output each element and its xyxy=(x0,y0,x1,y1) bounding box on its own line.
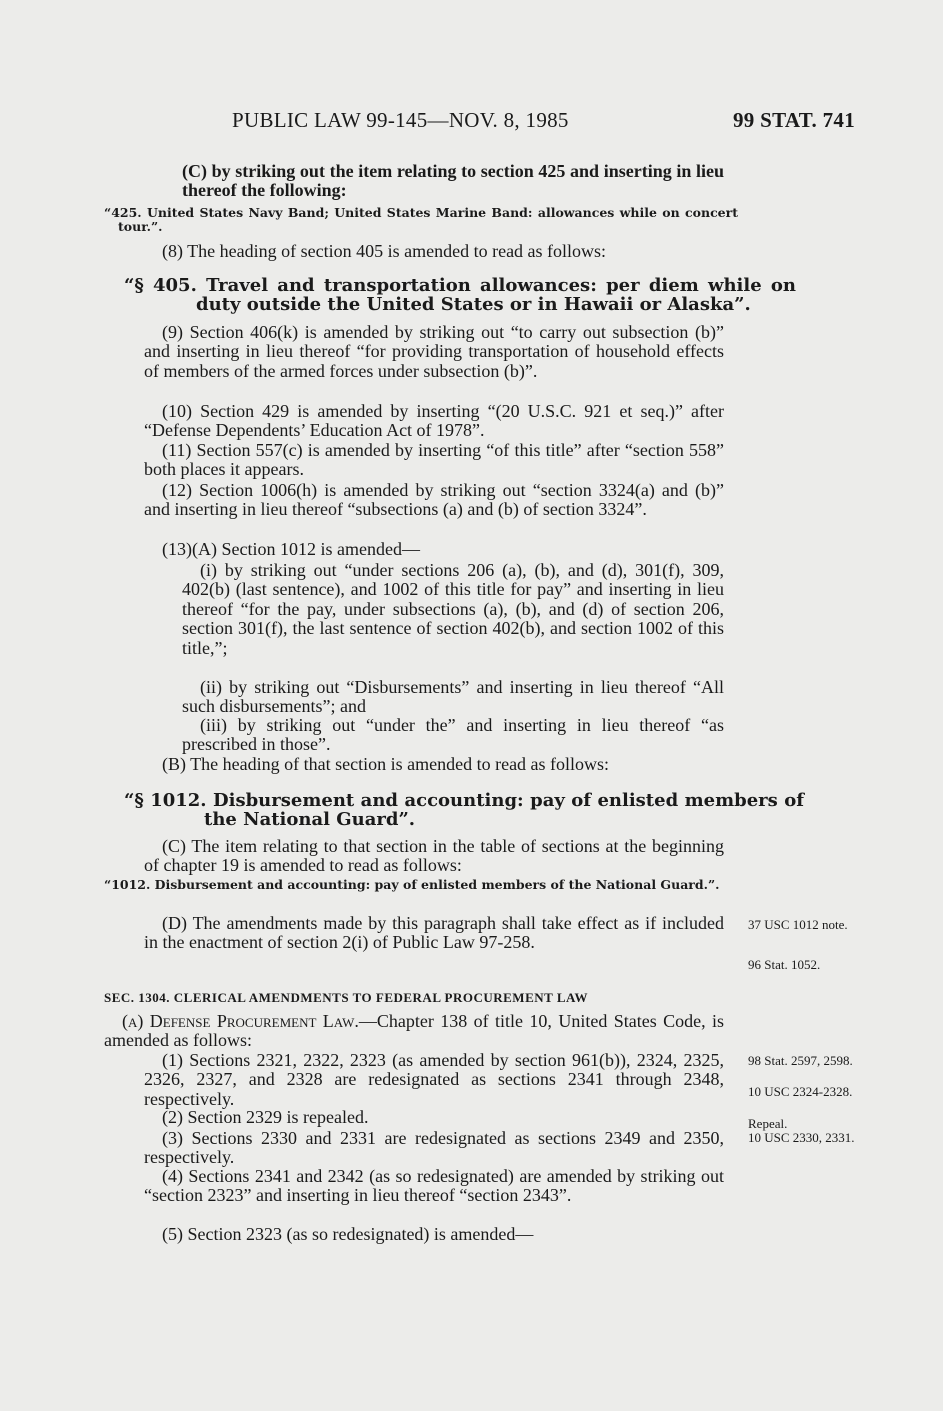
paragraph-a2: (2) Section 2329 is repealed. xyxy=(162,1107,369,1127)
paragraph-13c: (C) The item relating to that section in the table of sections at the beginning of chapter 19 is amended to read as follows: xyxy=(144,836,724,876)
paragraph-8: (8) The heading of section 405 is amended to read as follows: xyxy=(162,241,607,261)
paragraph-13a-ii: (ii) by striking out “Disbursements” and inserting in lieu thereof “All such disbursements”; and xyxy=(182,677,724,717)
margin-note-10usc2330: 10 USC 2330, 2331. xyxy=(748,1130,855,1145)
margin-note-repeal: Repeal. xyxy=(748,1116,788,1131)
paragraph-13a: (13)(A) Section 1012 is amended— xyxy=(162,539,420,559)
paragraph-13d: (D) The amendments made by this paragraph shall take effect as if included in the enactment of section 2(i) of Public Law 97-258. xyxy=(144,913,724,953)
section-405-heading: “§ 405. Travel and transportation allowances: per diem while on duty outside the United States or in Hawaii or Alaska”. xyxy=(124,275,796,316)
margin-note-10usc2324: 10 USC 2324-2328. xyxy=(748,1084,853,1099)
paragraph-12: (12) Section 1006(h) is amended by striking out “section 3324(a) and (b)” and inserting in lieu thereof “subsections (a) and (b) of section 3324”. xyxy=(144,480,724,520)
paragraph-a3: (3) Sections 2330 and 2331 are redesignated as sections 2349 and 2350, respectively. xyxy=(144,1128,724,1168)
paragraph-7c: (C) by striking out the item relating to section 425 and inserting in lieu thereof the following: xyxy=(182,161,724,201)
paragraph-a5: (5) Section 2323 (as so redesignated) is amended— xyxy=(162,1224,534,1244)
paragraph-13a-i: (i) by striking out “under sections 206 (a), (b), and (d), 301(f), 309, 402(b) (last sentence), and 1002 of this title for pay” and inserting in lieu thereof “for the pay, under subsections (a), (b), and (d) of section 206, section 301(f), the last sentence of section 402(b), and section 1002 of this title,”; xyxy=(182,560,724,658)
subsection-a-caption: (a) Defense Procurement Law. xyxy=(122,1011,359,1031)
margin-note-96stat1052: 96 Stat. 1052. xyxy=(748,957,821,972)
subsection-a-lead xyxy=(104,1012,724,1051)
page-header-stat: 99 STAT. 741 xyxy=(733,108,856,132)
table-item-1012: “1012. Disbursement and accounting: pay of enlisted members of the National Guard.”. xyxy=(104,877,720,892)
table-item-425: “425. United States Navy Band; United States Marine Band: allowances while on concert tour.”. xyxy=(104,205,738,234)
paragraph-a1: (1) Sections 2321, 2322, 2323 (as amended by section 961(b)), 2324, 2325, 2326, 2327, and 2328 are redesignated as sections 2341 through 2348, respectively. xyxy=(144,1050,724,1109)
paragraph-9: (9) Section 406(k) is amended by striking out “to carry out subsection (b)” and inserting in lieu thereof “for providing transportation of household effects of members of the armed forces under subsection (b)”. xyxy=(144,322,724,381)
section-1012-heading: “§ 1012. Disbursement and accounting: pay of enlisted members of the National Guard”. xyxy=(124,790,804,831)
section-1304-heading: SEC. 1304. CLERICAL AMENDMENTS TO FEDERAL PROCUREMENT LAW xyxy=(104,990,588,1005)
margin-note-98stat2597: 98 Stat. 2597, 2598. xyxy=(748,1053,853,1068)
paragraph-13b: (B) The heading of that section is amended to read as follows: xyxy=(162,754,610,774)
paragraph-10: (10) Section 429 is amended by inserting “(20 U.S.C. 921 et seq.)” after “Defense Dependents’ Education Act of 1978”. xyxy=(144,401,724,441)
page-header-title: PUBLIC LAW 99-145—NOV. 8, 1985 xyxy=(232,108,569,132)
margin-note-37usc1012: 37 USC 1012 note. xyxy=(748,917,848,932)
subsection-a-text: —Chapter 138 of title 10, United States Code, is amended as follows: xyxy=(104,1011,724,1051)
paragraph-11: (11) Section 557(c) is amended by inserting “of this title” after “section 558” both places it appears. xyxy=(144,440,724,480)
paragraph-13a-iii: (iii) by striking out “under the” and inserting in lieu thereof “as prescribed in those”. xyxy=(182,715,724,755)
paragraph-a4: (4) Sections 2341 and 2342 (as so redesignated) are amended by striking out “section 2323” and inserting in lieu thereof “section 2343”. xyxy=(144,1166,724,1206)
